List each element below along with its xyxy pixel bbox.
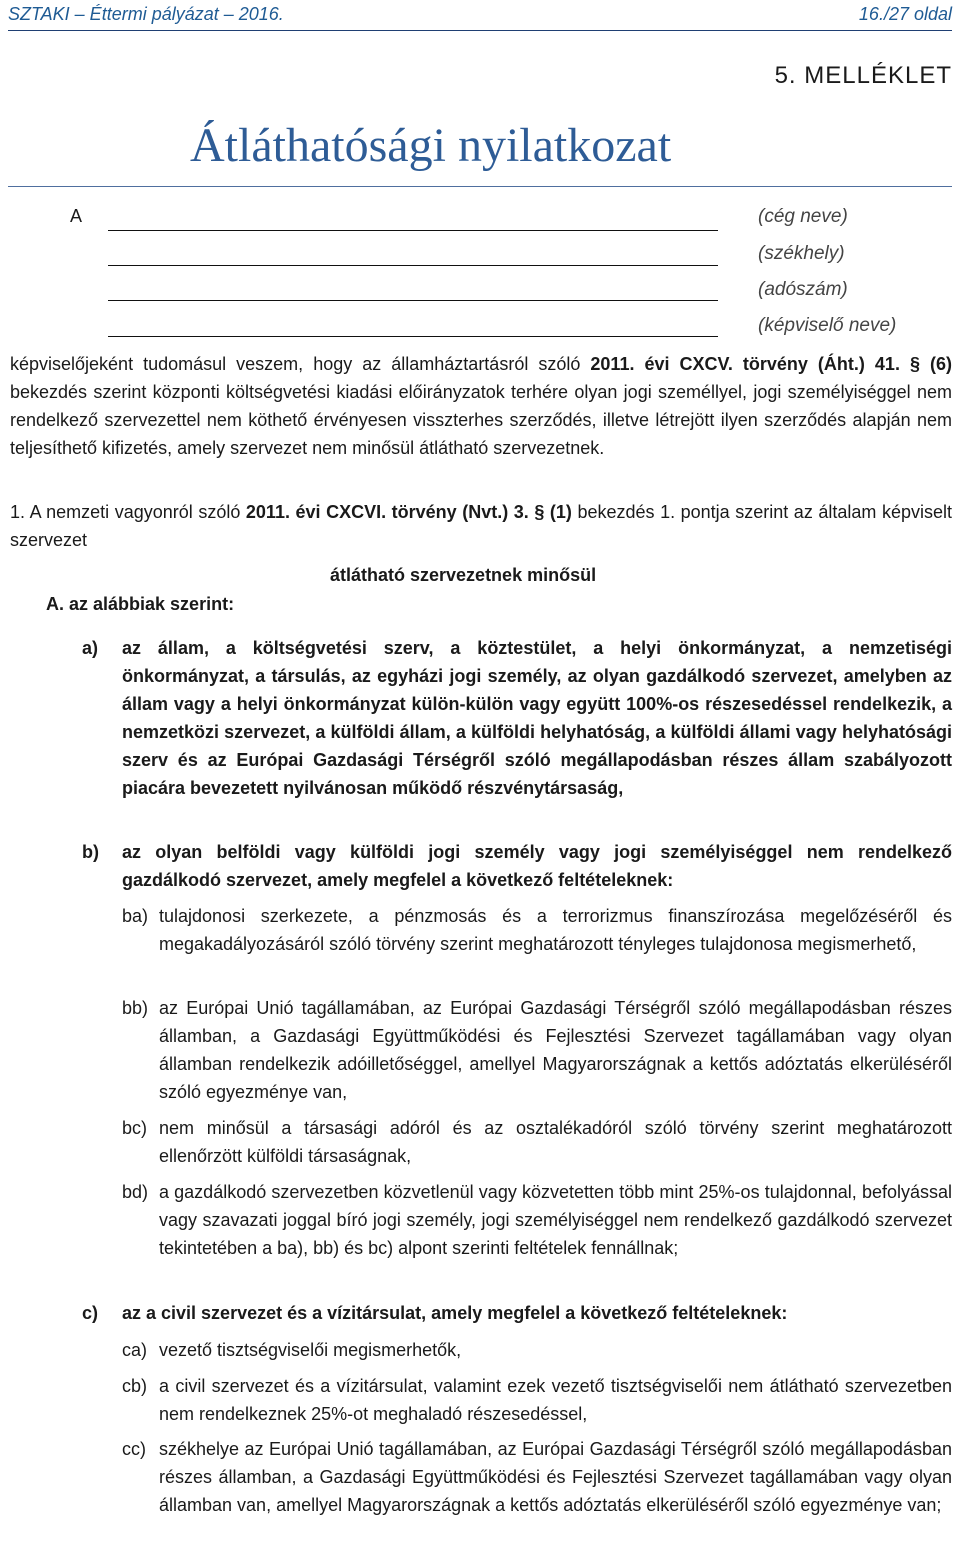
point-1-subheading: A. az alábbiak szerint:: [46, 594, 235, 614]
intro-paragraph: [10, 350, 952, 462]
intro-text-1: képviselőjeként tudomásul veszem, hogy az államháztartásról szóló: [10, 354, 581, 374]
page-title: Átláthatósági nyilatkozat: [190, 119, 672, 172]
item-marker: cc): [122, 1439, 146, 1459]
representative-line[interactable]: [108, 336, 718, 337]
item-marker: a): [82, 638, 99, 658]
point-1-text-2: bekezdés 1. pontja szerint az általam képviselt szervezet: [10, 502, 952, 550]
item-text: a civil szervezet és a vízitársulat, valamint ezek vezető tisztségviselői nem átlátható szervezetben nem rendelkeznek 25%-ot meghaladó részesedéssel,: [159, 1376, 952, 1424]
item-text: a gazdálkodó szervezetben közvetlenül vagy közvetetten több mint 25%-os tulajdonnal, befolyással vagy szavazati joggal bíró jogi személy, jogi személyiséggel nem rendelkező gazdálkodó szervezet tekintetében a ba), bb) és bc) alpont szerinti feltételek fennállnak;: [159, 1182, 952, 1258]
item-text: az olyan belföldi vagy külföldi jogi személy vagy jogi személyiséggel nem rendelkező gazdálkodó szervezet, amely megfelel a következő feltételeknek:: [122, 842, 952, 890]
item-marker: b): [82, 842, 99, 862]
header-left: SZTAKI – Éttermi pályázat – 2016.: [8, 4, 284, 24]
point-1: [10, 498, 952, 554]
company-name-hint: (cég neve): [758, 206, 848, 227]
tax-number-line[interactable]: [108, 300, 718, 301]
tax-number-hint: (adószám): [758, 279, 848, 300]
item-text: az Európai Unió tagállamában, az Európai Gazdasági Térségről szóló megállapodásban részes államban, a Gazdasági Együttműködési és Fejlesztési Szervezet tagállamában vagy olyan államban rendelkezik adóilletőséggel, amellyel Magyarországnak a kettős adóztatás elkerüléséről szóló egyezménye van,: [159, 998, 952, 1102]
representative-hint: (képviselő neve): [758, 315, 897, 336]
form-prefix: A: [70, 206, 83, 226]
item-text: vezető tisztségviselői megismerhetők,: [159, 1340, 462, 1360]
point-1-heading: átlátható szervezetnek minősül: [330, 565, 597, 585]
item-text: az állam, a költségvetési szerv, a köztestület, a helyi önkormányzat, a nemzetiségi önkormányzat, a társulás, az egyházi jogi személy, az olyan gazdálkodó szervezet, amelyben az állam vagy a helyi önkormányzat külön-külön vagy együtt 100%-os részesedéssel rendelkezik, a nemzetközi szervezet, a külföldi állam, a külföldi helyhatóság, a külföldi állami vagy helyhatósági szerv és az Európai Gazdasági Térségről szóló megállapodásban részes állam szabályozott piacára bevezetett nyilvánosan működő részvénytársaság,: [122, 638, 952, 798]
item-marker: bd): [122, 1182, 149, 1202]
seat-hint: (székhely): [758, 243, 845, 264]
item-marker: bb): [122, 998, 149, 1018]
point-1-law-ref: 2011. évi CXCVI. törvény (Nvt.) 3. § (1): [245, 502, 572, 522]
company-name-line[interactable]: [108, 230, 718, 231]
item-marker: bc): [122, 1118, 148, 1138]
item-text: székhelye az Európai Unió tagállamában, az Európai Gazdasági Térségről szóló megállapodásban részes államban, a Gazdasági Együttműködési és Fejlesztési Szervezet tagállamában vagy olyan államban van, amellyel Magyarországnak a kettős adóztatás elkerüléséről szóló egyezménye van;: [159, 1439, 952, 1515]
item-text: tulajdonosi szerkezete, a pénzmosás és a terrorizmus finanszírozása megelőzéséről és megakadályozásáról szóló törvény szerint meghatározott tényleges tulajdonosa megismerhető,: [159, 906, 952, 954]
title-divider: [8, 186, 952, 187]
item-marker: cb): [122, 1376, 148, 1396]
intro-law-ref: 2011. évi CXCV. törvény (Áht.) 41. § (6): [590, 354, 952, 374]
header-page-number: 16./27 oldal: [858, 4, 952, 24]
item-marker: ca): [122, 1340, 148, 1360]
page-header: [8, 2, 952, 31]
item-marker: c): [82, 1303, 99, 1323]
annex-label: 5. MELLÉKLET: [774, 62, 952, 89]
point-1-number: 1.: [10, 502, 26, 522]
intro-text-2: bekezdés szerint központi költségvetési kiadási előirányzatok terhére olyan jogi személlyel, jogi személyiséggel nem rendelkező szervezettel nem köthető érvényesen visszterhes szerződés, illetve létrejött ilyen szerződés alapján nem teljesíthető kifizetés, amely szervezet nem minősül átlátható szervezetnek.: [10, 382, 952, 458]
item-text: az a civil szervezet és a vízitársulat, amely megfelel a következő feltételeknek:: [122, 1303, 788, 1323]
item-marker: ba): [122, 906, 149, 926]
item-text: nem minősül a társasági adóról és az osztalékadóról szóló törvény szerint meghatározott ellenőrzött külföldi társaságnak,: [159, 1118, 952, 1166]
seat-line[interactable]: [108, 265, 718, 266]
point-1-text-1: A nemzeti vagyonról szóló: [29, 502, 241, 522]
